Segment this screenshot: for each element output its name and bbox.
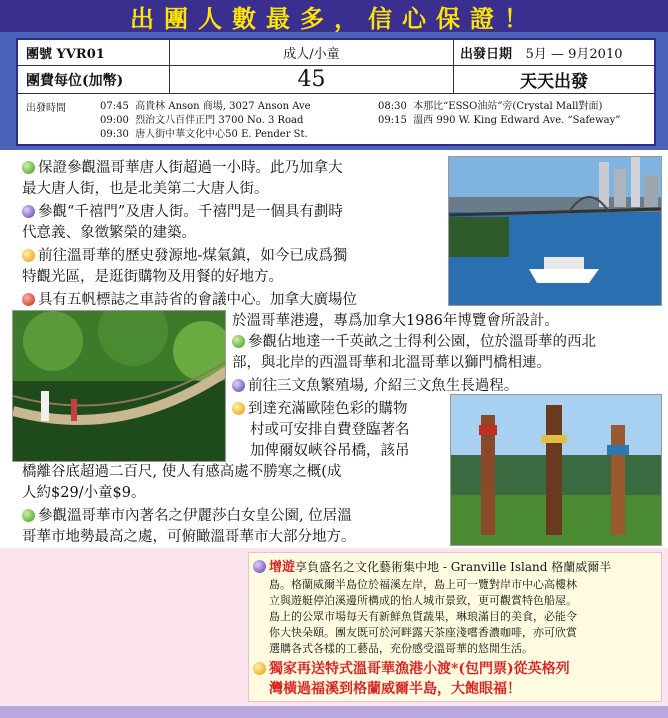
item-text: 人約$29/小童$9。 — [22, 485, 146, 501]
list-item — [22, 506, 352, 527]
suspension-bridge-photo — [12, 310, 226, 462]
departure-item — [100, 100, 311, 114]
item-text: 代意義、象徵繁榮的建築。 — [22, 225, 196, 241]
bullet-orange-icon — [22, 249, 35, 262]
tour-info-table — [16, 38, 656, 146]
passenger-type: 成人/小童 — [170, 40, 454, 66]
headline-banner — [0, 0, 668, 32]
item-text: 加俾爾奴峽谷吊橋，該吊 — [250, 443, 410, 459]
list-item — [232, 399, 408, 420]
extra-heading — [253, 559, 611, 576]
departure-place: 本那比“ESSO油站”旁(Crystal Mall對面) — [413, 101, 603, 112]
bullet-purple-icon — [22, 205, 35, 218]
bonus-text: 獨家再送特式溫哥華漁港小渡*(包門票)從英格列 — [269, 661, 570, 677]
item-text: 保證參觀溫哥華唐人街超過一小時。此乃加拿大 — [38, 160, 343, 176]
bullet-orange-icon — [232, 402, 245, 415]
info-row-3 — [18, 94, 654, 144]
date-label: 出發日期 — [460, 47, 513, 62]
list-item — [22, 202, 343, 223]
item-text: 具有五帆標誌之車詩省的會議中心。加拿大廣場位 — [38, 292, 357, 308]
date-value: 5月 — 9月2010 — [525, 47, 623, 62]
item-text: 前往三文魚繁殖場, 介紹三文魚生長過程。 — [248, 378, 519, 394]
totem-poles-photo — [450, 394, 662, 546]
item-text: 村或可安排自費登臨著名 — [250, 422, 410, 438]
departure-time-label: 出發時間 — [26, 103, 66, 114]
item-text: 到達充滿歐陸色彩的購物 — [248, 401, 408, 417]
fee-label: 團費每位(加幣) — [18, 66, 170, 94]
list-item — [22, 246, 347, 267]
list-item — [232, 376, 518, 397]
harbour-photo — [448, 156, 662, 306]
extra-heading-text: 享負盛名之文化藝術集中地 - Granville Island 格蘭威爾半 — [295, 560, 612, 574]
extra-text: 選購各式各樣的工藝品，充份感受溫哥華的悠閒生活。 — [269, 642, 533, 655]
departure-item — [378, 100, 620, 114]
bullet-green-icon — [22, 161, 35, 174]
item-text: 特觀光區，是逛街購物及用餐的好地方。 — [22, 269, 283, 285]
item-text: 前往溫哥華的歷史發源地-煤氣鎮，如今已成爲獨 — [38, 248, 348, 264]
schedule: 天天出發 — [454, 66, 654, 94]
fee-value: 45 — [170, 66, 454, 94]
extra-box — [248, 552, 662, 702]
item-text: 參觀溫哥華市內著名之伊麗莎白女皇公園, 位居溫 — [38, 508, 352, 524]
bullet-purple-icon — [253, 560, 266, 573]
bullet-red-icon — [22, 293, 35, 306]
extra-text: 立與遊艇停泊溪邊所構成的怡人城市景致，更可觀賞特色船屋。 — [269, 594, 577, 607]
info-row-1 — [18, 40, 654, 66]
departure-time: 09:15 — [378, 115, 407, 126]
departure-place: 唐人街中華文化中心50 E. Pender St. — [135, 129, 308, 140]
item-text: 於溫哥華港邊，專爲加拿大1986年博覽會所設計。 — [232, 313, 559, 329]
departure-date — [454, 40, 654, 66]
bullet-orange-icon — [253, 662, 266, 675]
item-text: 橋離谷底超過二百尺, 使人有感高處不勝寒之概(成 — [22, 464, 342, 480]
extra-heading-red: 增遊 — [269, 560, 296, 575]
departure-item — [378, 114, 620, 128]
departure-time: 09:00 — [100, 115, 129, 126]
info-row-2 — [18, 66, 654, 94]
departure-place: 烈治文八百伴正門 3700 No. 3 Road — [135, 115, 304, 126]
departure-place: 溫西 990 W. King Edward Ave. “Safeway” — [413, 115, 621, 126]
item-text: 部，與北岸的西溫哥華和北溫哥華以獅門橋相連。 — [232, 355, 551, 371]
item-text: 參觀“千禧門”及唐人街。千禧門是一個具有劃時 — [38, 204, 343, 220]
departure-time: 08:30 — [378, 101, 407, 112]
departure-item — [100, 128, 311, 142]
extra-text: 你大快朵頤。團友既可於河畔露天茶座淺嚐香濃咖啡，亦可欣賞 — [269, 626, 577, 639]
bullet-green-icon — [22, 509, 35, 522]
departure-place: 高貴林 Anson 商場, 3027 Anson Ave — [135, 101, 311, 112]
bullet-purple-icon — [232, 379, 245, 392]
bonus-line-1 — [253, 659, 570, 679]
list-item — [232, 332, 596, 353]
departure-list-left — [100, 100, 311, 142]
bullet-green-icon — [232, 335, 245, 348]
extra-text: 島上的公眾市場每天有新鮮魚貨蔬果，琳琅滿目的美食，必能令 — [269, 610, 577, 623]
tour-number: 團號 YVR01 — [18, 40, 170, 66]
extra-text: 島。格蘭威爾半島位於福溪左岸，島上可一覽對岸市中心高樓林 — [269, 578, 577, 591]
item-text: 參觀佔地達一千英畝之士得利公園，位於溫哥華的西北 — [248, 334, 596, 350]
headline: 出團人數最多，信心保證！ — [130, 3, 538, 33]
departure-list-right — [378, 100, 620, 128]
list-item — [22, 158, 343, 179]
bottom-band — [0, 706, 668, 718]
item-text: 最大唐人街，也是北美第二大唐人街。 — [22, 181, 269, 197]
list-item — [22, 290, 357, 311]
item-text: 哥華市地勢最高之處，可俯瞰溫哥華市大部分地方。 — [22, 529, 356, 545]
departure-time: 07:45 — [100, 101, 129, 112]
bonus-line-2: 灣橫過福溪到格蘭威爾半島，大飽眼福！ — [269, 681, 521, 697]
departure-time: 09:30 — [100, 129, 129, 140]
departure-item — [100, 114, 311, 128]
